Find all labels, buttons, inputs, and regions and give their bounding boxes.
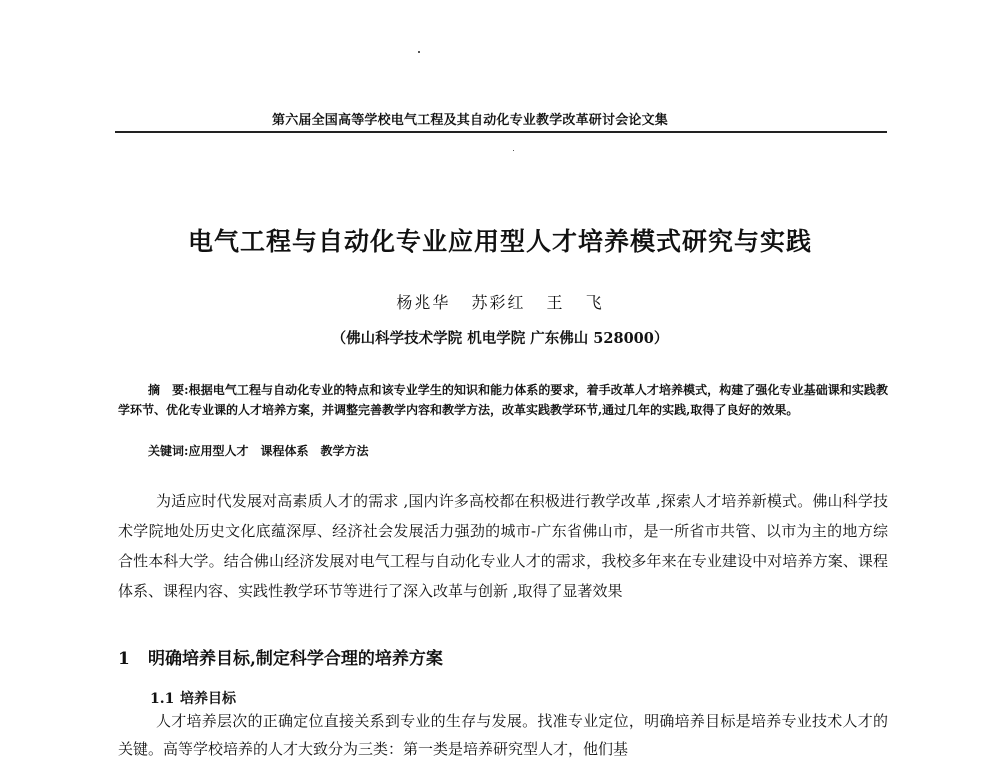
keywords-label: 关键词: [148,444,189,458]
section-heading [118,644,888,669]
subsection-title: 培养目标 [180,691,236,707]
body-paragraph: 人才培养层次的正确定位直接关系到专业的生存与发展。找准专业定位，明确培养目标是培养专业技术人才的关键。高等学校培养的人才大致分为三类：第一类是培养研究型人才，他们基 [118,712,888,758]
section-title: 明确培养目标,制定科学合理的培养方案 [148,649,443,669]
intro-paragraph: 为适应时代发展对高素质人才的需求 ,国内许多高校都在积极进行教学改革 ,探索人才培养新模式。佛山科学技术学院地处历史文化底蕴深厚、经济社会发展活力强劲的城市-广东省佛山市，是一所省市共管、以市为主的地方综合性本科大学。结合佛山经济发展对电气工程与自动化专业人才的需求，我校多年来在专业建设中对培养方案、课程体系、课程内容、实践性教学环节等进行了深入改革与创新 ,取得了显著效果 [118,492,888,600]
abstract-label: 摘 要: [148,383,189,397]
section-number: 1 [118,649,130,669]
abstract [118,380,888,420]
header-rule [115,131,887,133]
abstract-text: 根据电气工程与自动化专业的特点和该专业学生的知识和能力体系的要求，着手改革人才培养模式，构建了强化专业基础课和实践教学环节、优化专业课的人才培养方案，并调整完善教学内容和教学方法，改革实践教学环节,通过几年的实践,取得了良好的效果。 [118,383,888,417]
scan-speck [513,150,514,151]
affiliation: （佛山科学技术学院 机电学院 广东佛山 528000） [331,330,669,347]
subsection-number: 1.1 [150,691,175,707]
scan-speck [418,51,420,53]
authors: 杨兆华 苏彩红 王 飞 [396,293,604,312]
paper-title: 电气工程与自动化专业应用型人才培养模式研究与实践 [187,227,812,256]
subsection-heading [150,688,850,708]
running-header: 第六届全国高等学校电气工程及其自动化专业教学改革研讨会论文集 [272,113,669,128]
abstract-paragraph [118,380,888,420]
keywords-text: 应用型人才 课程体系 教学方法 [188,444,369,458]
keywords [148,442,888,459]
